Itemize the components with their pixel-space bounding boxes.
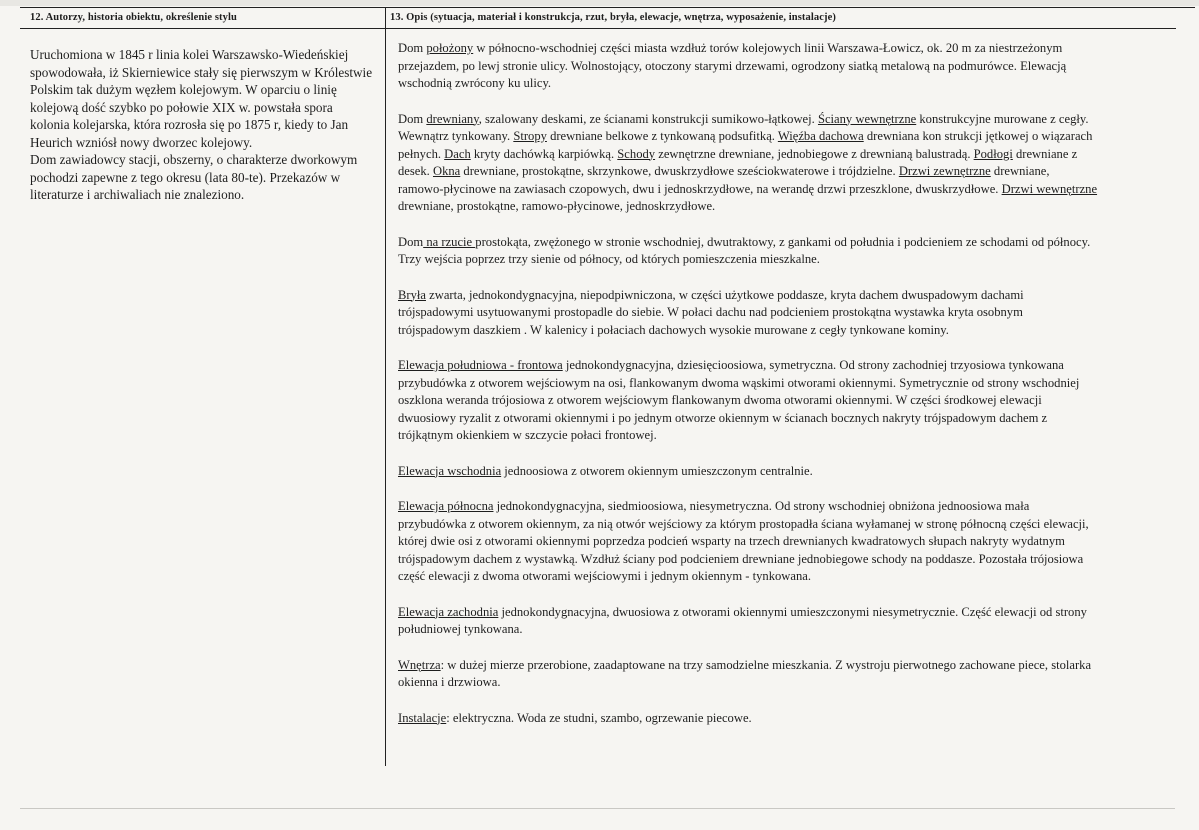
west-elevation-paragraph: Elewacja zachodnia jednokondygnacyjna, dwuosiowa z otworami okiennymi umieszczonymi niesymetrycznie. Część elewacji od strony południowej tynkowana. — [398, 604, 1087, 636]
form-bottom-rule — [20, 808, 1175, 809]
term: Ściany wewnętrzne — [817, 111, 917, 126]
term: Wnętrza — [398, 657, 441, 672]
situation-paragraph: Dom położony w północno-wschodniej części miasta wzdłuż torów kolejowych linii Warszawa-Łowicz, ok. 20 m za niestrzeżonym przejazdem, po lewj stronie ulicy. Wolnostojący, otoczony starymi drzewami, ogrodzony siatką metalową na podmurówce. Elewacją wschodnią zwrócony ku ulicy. — [398, 41, 1067, 90]
form-top-rule — [20, 7, 1195, 8]
term: Dach — [444, 146, 471, 161]
east-elevation-paragraph: Elewacja wschodnia jednoosiowa z otworem okiennym umieszczonym centralnie. — [398, 463, 813, 478]
term: Bryła — [398, 287, 426, 302]
term: Drzwi wewnętrzne — [1001, 181, 1098, 196]
column-divider — [385, 8, 386, 766]
term: Elewacja północna — [398, 499, 494, 513]
term: Elewacja wschodnia — [398, 463, 502, 478]
term: Więźba dachowa — [777, 129, 864, 143]
header-rule-left — [20, 28, 385, 29]
history-paragraph: Uruchomiona w 1845 r linia kolei Warszawsko-Wiedeńskiej spowodowała, iż Skierniewice stały się pierwszym w Królestwie Polskim tak dużym węzłem kolejowym. W oparciu o linię kolejową dość szybko po połowie XIX w. powstała spora kolonia kolejarska, która rozrosła się po 1875 r, kiedy to Jan Heurich wzniósł nowy dworzec kolejowy. — [30, 47, 373, 150]
section-12-header: 12. Autorzy, historia obiektu, określenie stylu — [30, 12, 237, 23]
mass-paragraph: Bryła zwarta, jednokondygnacyjna, niepodpiwniczona, w części użytkowe poddasze, kryta dachem dwuspadowym dachami trójspadowymi usytuowanymi prostopadle do siebie. W połaci dachu nad podcieniem prostokątna wystawka kryta osobnym trójspadowym daszkiem . W kalenicy i połaciach dachowych wysokie murowane z cegły tynkowane kominy. — [398, 287, 1024, 337]
history-section — [30, 46, 375, 204]
term: Drzwi zewnętrzne — [898, 164, 991, 178]
history-paragraph: Dom zawiadowcy stacji, obszerny, o charakterze dworkowym pochodzi zapewne z tego okresu (lata 80-te). Przekazów w literaturze i archiwaliach nie znaleziono. — [30, 152, 358, 202]
installations-paragraph: Instalacje: elektryczna. Woda ze studni, szambo, ogrzewanie piecowe. — [398, 710, 752, 725]
plan-paragraph: Dom na rzucie prostokąta, zwężonego w stronie wschodniej, dwutraktowy, z gankami od południa i podcieniem ze schodami od północy. Trzy wejścia poprzez trzy sienie od północy, od których pomieszczenia mieszkalne. — [398, 234, 1091, 266]
term: Stropy — [513, 129, 547, 143]
material-paragraph: Dom drewniany, szalowany deskami, ze ścianami konstrukcji sumikowo-łątkowej. Ściany wewnętrzne konstrukcyjne murowane z cegły. Wewnątrz tynkowany. Stropy drewniane belkowe z tynkowaną podsufitką. Więźba dachowa drewniana kon strukcji jętkowej o wiązarach pełnych. Dach kryty dachówką karpiówką. Schody zewnętrzne drewniane, jednobiegowe z drewnianą balustradą. Podłogi drewniane z desek. Okna drewniane, prostokątne, skrzynkowe, dwuskrzydłowe sześciokwaterowe i trójdzielne. Drzwi zewnętrzne drewniane, ramowo-płycinowe na zawiasach czopowych, dwu i jednoskrzydłowe, na werandę drzwi przeszklone, dwuskrzydłowe. Drzwi wewnętrzne drewniane, prostokątne, ramowo-płycinowe, jednoskrzydłowe. — [398, 111, 1098, 213]
term: drewniany — [426, 111, 479, 126]
header-rule-right — [386, 28, 1176, 29]
term: Podłogi — [973, 146, 1013, 161]
description-section — [398, 40, 1098, 727]
term: Elewacja zachodnia — [398, 604, 499, 619]
term: Instalacje — [398, 710, 447, 725]
term: Elewacja południowa - frontowa — [398, 358, 563, 372]
interior-paragraph: Wnętrza: w dużej mierze przerobione, zaadaptowane na trzy samodzielne mieszkania. Z wystroju pierwotnego zachowane piece, stolarka okienna i drzwiowa. — [398, 657, 1092, 689]
scan-edge — [0, 0, 1199, 6]
term: Okna — [432, 164, 461, 178]
section-13-header: 13. Opis (sytuacja, materiał i konstrukcja, rzut, bryła, elewacje, wnętrza, wyposażenie, instalacje) — [390, 12, 836, 23]
term: położony — [426, 41, 474, 55]
term: na rzucie — [423, 234, 476, 249]
south-elevation-paragraph: Elewacja południowa - frontowa jednokondygnacyjna, dziesięcioosiowa, symetryczna. Od strony zachodniej trzyosiowa tynkowana przybudówka z otworem wejściowym na osi, flankowanym dwoma wąskimi otworami okiennymi. Symetrycznie od strony wschodniej oszklona weranda trójosiowa z otworem wejściowym flankowanym dwoma otworami okiennymi. W części środkowej elewacji dwuosiowy ryzalit z otworami okiennymi i po jednym otworze okiennym w ścianach bocznych nakryty trójspadowym dachem z trójkątnym okienkiem w szczycie połaci frontowej. — [398, 358, 1080, 442]
term: Schody — [617, 146, 656, 161]
north-elevation-paragraph: Elewacja północna jednokondygnacyjna, siedmioosiowa, niesymetryczna. Od strony wschodniej obniżona jednoosiowa mała przybudówka z otworem okiennym, za nią otwór wejściowy za którym prostopadła ściana wyłamanej w stronę północną części elewacji, której dwie osi z otworami okiennymi poprzedza podcień wsparty na trzech drewnianych kwadratowych słupach nakryty wydatnym trójspadowym dachem z wystawką. Wzdłuż ściany pod podcieniem drewniane jednobiegowe schody na poddasze. Pozostała trójosiowa część elewacji z dwoma otworami wejściowymi i jednym okiennym - tynkowana. — [398, 499, 1089, 583]
